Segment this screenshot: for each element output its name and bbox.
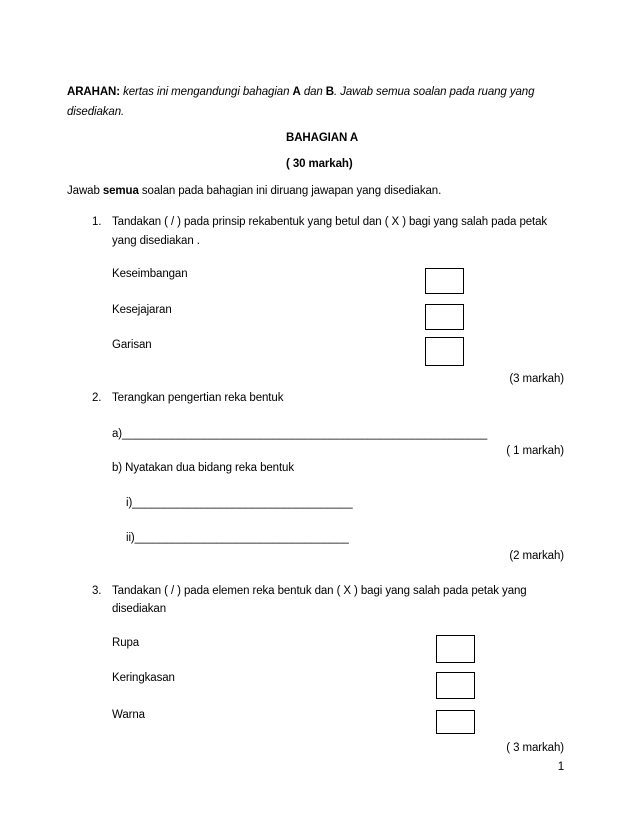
q1-text-line-2: yang disediakan . bbox=[112, 235, 200, 247]
q2-a-answer-line[interactable]: a)__________________________________________________________ bbox=[112, 428, 488, 440]
instructions-label: ARAHAN: bbox=[67, 86, 120, 98]
q2-a-marks: ( 1 markah) bbox=[506, 445, 564, 457]
section-title: BAHAGIAN A bbox=[286, 132, 359, 144]
q2-number: 2. bbox=[92, 392, 102, 404]
q3-answer-box-2[interactable] bbox=[436, 672, 475, 699]
q3-text-line-1: Tandakan ( / ) pada elemen reka bentuk dan ( X ) bagi yang salah pada petak yang bbox=[112, 585, 527, 597]
q2-b-i-answer-line[interactable]: i)___________________________________ bbox=[126, 497, 353, 509]
q3-option-2: Keringkasan bbox=[112, 672, 175, 684]
q2-b-text: b) Nyatakan dua bidang reka bentuk bbox=[112, 462, 295, 474]
instructions-line-2: disediakan. bbox=[67, 106, 125, 118]
instructions-text-b: . Jawab semua soalan pada ruang yang bbox=[334, 86, 535, 98]
q3-marks: ( 3 markah) bbox=[506, 742, 564, 754]
part-b-label: B bbox=[325, 86, 335, 98]
q3-number: 3. bbox=[92, 585, 102, 597]
q1-answer-box-3[interactable] bbox=[425, 337, 464, 366]
q2-b-marks: (2 markah) bbox=[509, 550, 564, 562]
intro-post: soalan pada bahagian ini diruang jawapan yang disediakan. bbox=[138, 185, 442, 197]
instructions-line-1 bbox=[67, 85, 534, 100]
q2-text: Terangkan pengertian reka bentuk bbox=[112, 392, 284, 404]
q2-b-ii-answer-line[interactable]: ii)__________________________________ bbox=[126, 532, 349, 544]
q1-option-3: Garisan bbox=[112, 339, 152, 351]
q3-option-1: Rupa bbox=[112, 637, 140, 649]
q3-answer-box-3[interactable] bbox=[436, 710, 475, 734]
q3-option-3: Warna bbox=[112, 709, 145, 721]
q1-option-1: Keseimbangan bbox=[112, 268, 188, 280]
q1-answer-box-1[interactable] bbox=[425, 268, 464, 294]
section-intro bbox=[67, 184, 441, 199]
q1-number: 1. bbox=[92, 216, 102, 228]
q1-marks: (3 markah) bbox=[509, 373, 564, 385]
intro-pre: Jawab bbox=[67, 185, 103, 197]
q3-text-line-2: disediakan bbox=[112, 603, 166, 615]
q1-option-2: Kesejajaran bbox=[112, 304, 172, 316]
instructions-text-dan: dan bbox=[300, 86, 326, 98]
q1-text-line-1: Tandakan ( / ) pada prinsip rekabentuk yang betul dan ( X ) bagi yang salah pada petak bbox=[112, 216, 548, 228]
instructions-text-a: kertas ini mengandungi bahagian bbox=[119, 86, 293, 98]
q3-answer-box-1[interactable] bbox=[436, 635, 475, 663]
section-marks: ( 30 markah) bbox=[286, 158, 353, 170]
q1-answer-box-2[interactable] bbox=[425, 304, 464, 330]
part-a-label: A bbox=[292, 86, 301, 98]
page-number: 1 bbox=[557, 761, 564, 773]
intro-bold: semua bbox=[102, 185, 139, 197]
